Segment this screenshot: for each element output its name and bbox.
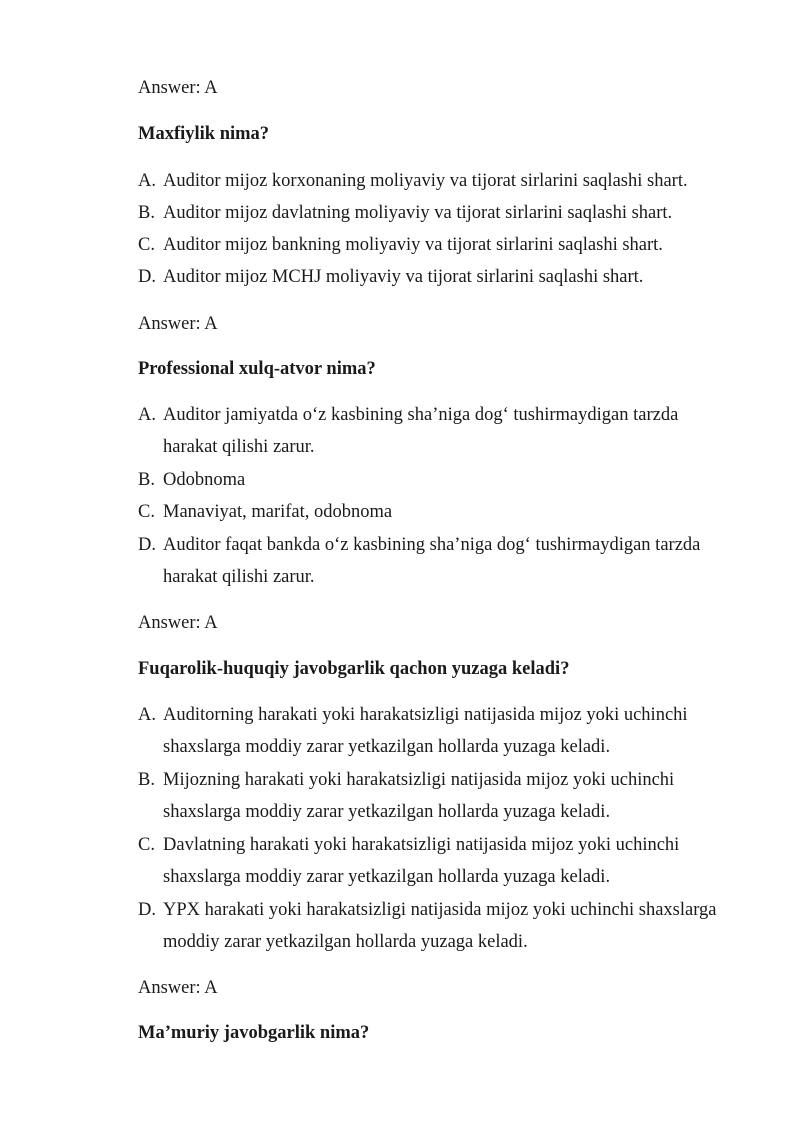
option-letter: C. xyxy=(138,235,155,255)
answer-line: Answer: A xyxy=(138,314,218,334)
option-text: harakat qilishi zarur. xyxy=(163,437,315,457)
answer-line: Answer: A xyxy=(138,78,218,98)
option-text: Auditor mijoz korxonaning moliyaviy va tijorat sirlarini saqlashi shart. xyxy=(163,171,688,191)
question-title: Ma’muriy javobgarlik nima? xyxy=(138,1023,370,1043)
option-letter: A. xyxy=(138,705,156,725)
option-letter: A. xyxy=(138,405,156,425)
option-letter: C. xyxy=(138,502,155,522)
option-text: Mijozning harakati yoki harakatsizligi natijasida mijoz yoki uchinchi xyxy=(163,770,675,790)
question-title: Fuqarolik-huquqiy javobgarlik qachon yuzaga keladi? xyxy=(138,659,570,679)
option-letter: B. xyxy=(138,770,155,790)
question-title: Maxfiylik nima? xyxy=(138,124,270,144)
answer-line: Answer: A xyxy=(138,613,218,633)
option-text: Auditor mijoz davlatning moliyaviy va tijorat sirlarini saqlashi shart. xyxy=(163,203,673,223)
option-letter: B. xyxy=(138,470,155,490)
option-text: Odobnoma xyxy=(163,470,246,490)
option-letter: D. xyxy=(138,535,156,555)
option-text: Auditorning harakati yoki harakatsizligi natijasida mijoz yoki uchinchi xyxy=(163,705,688,725)
option-text: shaxslarga moddiy zarar yetkazilgan hollarda yuzaga keladi. xyxy=(163,802,611,822)
option-letter: D. xyxy=(138,900,156,920)
option-text: YPX harakati yoki harakatsizligi natijasida mijoz yoki uchinchi shaxslarga xyxy=(163,900,717,920)
option-text: Auditor faqat bankda o‘z kasbining sha’niga dog‘ tushirmaydigan tarzda xyxy=(163,535,701,555)
option-text: Auditor mijoz bankning moliyaviy va tijorat sirlarini saqlashi shart. xyxy=(163,235,663,255)
option-text: harakat qilishi zarur. xyxy=(163,567,315,587)
option-letter: C. xyxy=(138,835,155,855)
question-title: Professional xulq-atvor nima? xyxy=(138,359,376,379)
option-letter: D. xyxy=(138,267,156,287)
option-text: shaxslarga moddiy zarar yetkazilgan hollarda yuzaga keladi. xyxy=(163,867,611,887)
option-text: Davlatning harakati yoki harakatsizligi natijasida mijoz yoki uchinchi xyxy=(163,835,680,855)
option-text: shaxslarga moddiy zarar yetkazilgan hollarda yuzaga keladi. xyxy=(163,737,611,757)
option-text: moddiy zarar yetkazilgan hollarda yuzaga keladi. xyxy=(163,932,528,952)
option-text: Manaviyat, marifat, odobnoma xyxy=(163,502,393,522)
answer-line: Answer: A xyxy=(138,978,218,998)
option-text: Auditor jamiyatda o‘z kasbining sha’niga dog‘ tushirmaydigan tarzda xyxy=(163,405,679,425)
option-letter: B. xyxy=(138,203,155,223)
option-letter: A. xyxy=(138,171,156,191)
option-text: Auditor mijoz MCHJ moliyaviy va tijorat sirlarini saqlashi shart. xyxy=(163,267,644,287)
